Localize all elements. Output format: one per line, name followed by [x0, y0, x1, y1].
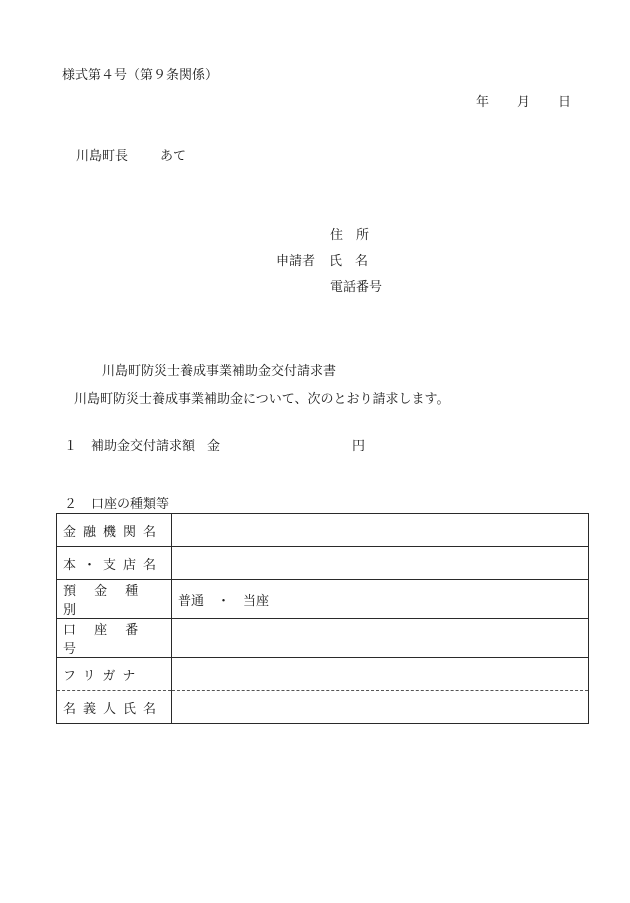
- document-title: 川島町防災士養成事業補助金交付請求書: [102, 364, 337, 379]
- account-holder-label: 名義人氏名: [57, 691, 172, 724]
- applicant-address-label: 住 所: [330, 228, 370, 243]
- applicant-phone-label: 電話番号: [330, 280, 383, 295]
- account-number-label: 口 座 番 号: [57, 619, 172, 658]
- date-month-label: 月: [517, 95, 531, 110]
- account-table: [56, 513, 589, 724]
- item-2-account-type: [64, 498, 169, 511]
- addressee-suffix: あて: [160, 149, 187, 164]
- date-day-label: 日: [558, 95, 572, 110]
- table-row: [57, 580, 589, 619]
- bank-name-label: 金融機関名: [57, 514, 172, 547]
- applicant-role-label: 申請者: [276, 254, 316, 269]
- table-row: [57, 514, 589, 547]
- table-row: [57, 658, 589, 691]
- furigana-field[interactable]: [172, 658, 589, 691]
- date-line: [476, 96, 571, 109]
- addressee-name: 川島町長: [76, 149, 129, 164]
- applicant-name-row: [276, 255, 368, 268]
- item-1-number: １: [64, 439, 78, 454]
- addressee: [76, 150, 186, 163]
- applicant-name-label: 氏 名: [329, 254, 369, 269]
- item-1-unit: 円: [352, 439, 366, 454]
- item-2-label: 口座の種類等: [91, 497, 170, 512]
- table-row: [57, 547, 589, 580]
- branch-name-field[interactable]: [172, 547, 589, 580]
- item-1-label: 補助金交付請求額: [91, 439, 196, 454]
- account-number-field[interactable]: [172, 619, 589, 658]
- table-row: [57, 691, 589, 724]
- bank-name-field[interactable]: [172, 514, 589, 547]
- table-row: [57, 619, 589, 658]
- form-number: 様式第４号（第９条関係）: [62, 68, 219, 83]
- deposit-type-label: 預 金 種 別: [57, 580, 172, 619]
- deposit-type-field[interactable]: 普通 ・ 当座: [172, 580, 589, 619]
- account-holder-field[interactable]: [172, 691, 589, 724]
- item-1-request-amount: [64, 440, 365, 453]
- document-body: 川島町防災士養成事業補助金について、次のとおり請求します。: [74, 392, 450, 407]
- branch-name-label: 本・支店名: [57, 547, 172, 580]
- date-year-label: 年: [476, 95, 490, 110]
- furigana-label: フリガナ: [57, 658, 172, 691]
- item-1-prefix: 金: [207, 439, 221, 454]
- item-2-number: ２: [64, 497, 78, 512]
